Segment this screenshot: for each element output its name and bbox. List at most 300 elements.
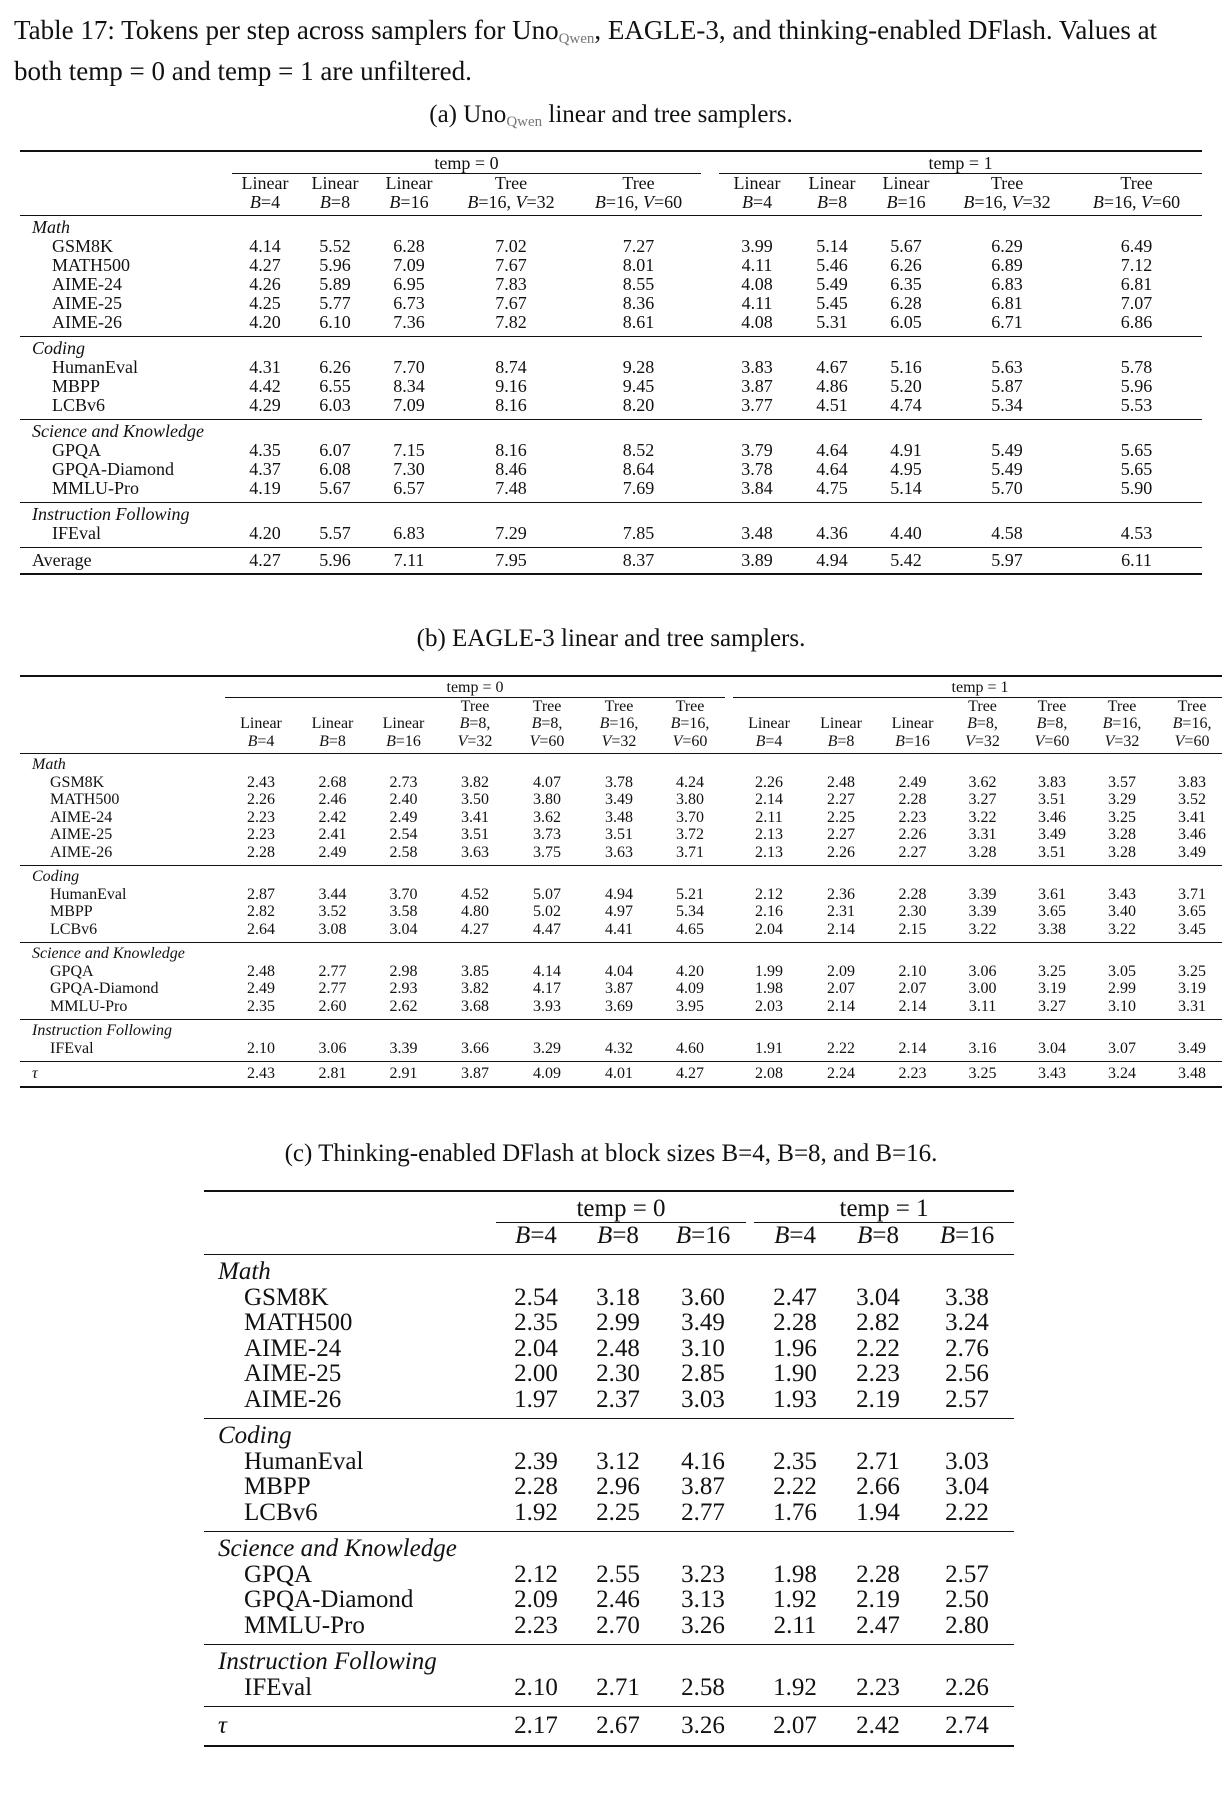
temp1-header: temp = 1	[733, 676, 1222, 697]
value-cell: 3.65	[1178, 903, 1207, 920]
value-cell: 2.27	[827, 826, 856, 843]
value-cell: 3.41	[461, 808, 489, 826]
summary-value: 2.43	[225, 1062, 297, 1087]
value-cell: 8.64	[622, 459, 655, 479]
group-label: Instruction Following	[204, 1645, 1014, 1675]
column-header-bottom: V=32	[965, 732, 1000, 750]
value-cell: 4.74	[890, 395, 922, 415]
value-cell: 2.19	[856, 1586, 900, 1613]
group-header-row	[204, 1419, 1014, 1449]
row-label: AIME-24	[52, 274, 122, 294]
value-cell: 5.46	[816, 255, 848, 275]
table-row	[20, 441, 1202, 460]
gap-cell	[725, 791, 733, 809]
value-cell: 2.14	[755, 791, 784, 808]
value-cell: 4.94	[605, 885, 633, 903]
corner-cell	[20, 697, 225, 715]
summary-value: 8.37	[576, 548, 701, 575]
column-header-bottom: V=60	[1174, 732, 1210, 750]
value-cell: 3.23	[681, 1560, 725, 1588]
value-cell: 5.90	[1120, 478, 1153, 498]
row-label: IFEval	[244, 1673, 313, 1701]
row-label: GSM8K	[52, 236, 114, 256]
value-cell: 2.43	[247, 773, 275, 791]
value-cell: 4.14	[249, 236, 281, 256]
temp-header-row	[204, 1191, 1014, 1222]
corner-cell	[204, 1191, 496, 1222]
table-row	[20, 886, 1222, 904]
summary-value: 4.27	[655, 1062, 725, 1087]
column-header-top: Tree	[622, 173, 655, 193]
row-label: MATH500	[52, 255, 131, 275]
value-cell: 3.48	[605, 808, 633, 826]
value-cell: 3.00	[968, 980, 997, 997]
value-cell: 2.25	[596, 1498, 640, 1526]
row-label: MBPP	[52, 376, 101, 396]
value-cell: 6.28	[890, 293, 922, 313]
value-cell: 2.23	[247, 808, 275, 826]
value-cell: 3.31	[968, 826, 997, 843]
value-cell: 2.14	[827, 997, 856, 1015]
row-label: LCBv6	[244, 1498, 318, 1526]
value-cell: 3.87	[741, 376, 773, 396]
value-cell: 3.43	[1108, 885, 1137, 903]
value-cell: 6.81	[991, 293, 1023, 313]
value-cell: 4.53	[1120, 523, 1153, 543]
value-cell: 2.23	[514, 1611, 558, 1639]
column-header-bottom: B=16, V=60	[1092, 192, 1181, 212]
value-cell: 1.92	[514, 1498, 558, 1526]
value-cell: 6.73	[393, 293, 425, 313]
gap-cell	[725, 844, 733, 866]
value-cell: 2.25	[827, 808, 856, 826]
value-cell: 3.50	[461, 791, 489, 808]
summary-label: τ	[20, 1062, 225, 1087]
value-cell: 2.93	[389, 980, 418, 997]
value-cell: 3.75	[533, 843, 561, 861]
table-row	[204, 1613, 1014, 1645]
gap-cell	[701, 377, 719, 396]
temp0-header: temp = 0	[496, 1191, 746, 1222]
table-caption	[14, 14, 1210, 87]
value-cell: 7.70	[393, 357, 425, 377]
value-cell: 2.37	[596, 1385, 640, 1413]
column-header-mid: Linear	[382, 715, 425, 732]
value-cell: 8.01	[622, 255, 655, 275]
value-cell: 5.14	[890, 478, 922, 498]
column-header-top	[297, 697, 368, 715]
value-cell: 7.83	[495, 274, 527, 294]
value-cell: 3.22	[1108, 920, 1137, 938]
value-cell: 3.61	[1038, 885, 1067, 903]
table-row	[204, 1474, 1014, 1500]
value-cell: 5.70	[991, 478, 1023, 498]
value-cell: 3.22	[968, 808, 997, 826]
value-cell: 3.04	[945, 1473, 989, 1500]
column-header-bottom: B=16	[886, 192, 926, 212]
value-cell: 2.23	[856, 1673, 900, 1701]
value-cell: 3.70	[389, 885, 418, 903]
value-cell: 3.70	[676, 808, 705, 826]
table-row	[204, 1285, 1014, 1311]
value-cell: 5.16	[890, 357, 922, 377]
value-cell: 3.83	[741, 357, 773, 377]
group-label: Math	[20, 754, 1222, 774]
value-cell: 4.19	[249, 478, 281, 498]
value-cell: 3.51	[1038, 791, 1067, 808]
column-header-bottom: B=4	[741, 192, 773, 212]
value-cell: 5.67	[890, 236, 922, 256]
value-cell: 8.36	[622, 293, 655, 313]
temp1-header: temp = 1	[719, 151, 1202, 174]
value-cell: 1.93	[773, 1385, 817, 1413]
gap-cell	[725, 715, 733, 733]
value-cell: 3.39	[389, 1039, 418, 1057]
summary-value: 4.94	[795, 548, 869, 575]
value-cell: 2.96	[596, 1473, 640, 1500]
value-cell: 8.16	[495, 395, 527, 415]
value-cell: 2.14	[827, 920, 856, 938]
value-cell: 3.46	[1178, 826, 1207, 843]
value-cell: 6.49	[1120, 236, 1153, 256]
value-cell: 6.28	[393, 236, 425, 256]
row-label: HumanEval	[244, 1447, 364, 1475]
value-cell: 3.45	[1178, 920, 1207, 938]
column-header-bottom: B=8	[827, 732, 855, 750]
group-header-row	[20, 337, 1202, 359]
value-cell: 2.71	[856, 1447, 900, 1475]
value-cell: 7.67	[495, 293, 527, 313]
value-cell: 2.30	[898, 903, 927, 920]
table-row	[20, 980, 1222, 998]
value-cell: 2.19	[856, 1385, 900, 1413]
value-cell: 7.07	[1120, 293, 1153, 313]
value-cell: 4.20	[249, 312, 281, 332]
value-cell: 5.34	[676, 903, 705, 920]
value-cell: 3.39	[968, 885, 997, 903]
value-cell: 3.18	[596, 1283, 640, 1311]
value-cell: 2.28	[773, 1309, 817, 1336]
table-b-caption: (b) EAGLE-3 linear and tree samplers.	[416, 625, 806, 652]
row-label: IFEval	[50, 1039, 94, 1057]
corner-cell	[20, 174, 232, 194]
value-cell: 2.14	[898, 1039, 927, 1057]
table-row	[20, 998, 1222, 1020]
value-cell: 6.55	[319, 376, 351, 396]
value-cell: 5.49	[991, 459, 1023, 479]
value-cell: 4.80	[461, 903, 489, 920]
value-cell: 5.96	[319, 255, 351, 275]
gap-cell	[725, 1040, 733, 1062]
summary-row	[20, 1062, 1222, 1087]
value-cell: 3.87	[605, 980, 633, 997]
value-cell: 4.04	[605, 962, 633, 980]
value-cell: 4.08	[741, 312, 773, 332]
value-cell: 2.22	[856, 1334, 900, 1362]
value-cell: 5.49	[816, 274, 848, 294]
value-cell: 4.27	[461, 920, 489, 938]
column-header-bottom: B=8	[857, 1221, 899, 1249]
value-cell: 2.77	[318, 962, 347, 980]
value-cell: 2.28	[898, 791, 927, 808]
table-row	[20, 826, 1222, 844]
value-cell: 2.10	[247, 1039, 275, 1057]
value-cell: 6.26	[890, 255, 922, 275]
value-cell: 2.42	[318, 808, 347, 826]
value-cell: 3.78	[605, 773, 633, 791]
column-header-bottom: B=16	[895, 732, 930, 750]
value-cell: 3.77	[741, 395, 773, 415]
column-header-top: Linear	[733, 173, 781, 193]
value-cell: 9.28	[622, 357, 655, 377]
row-label: GSM8K	[244, 1283, 329, 1311]
table-row	[20, 791, 1222, 809]
gap-cell	[701, 479, 719, 503]
summary-value: 3.87	[439, 1062, 511, 1087]
value-cell: 2.46	[318, 791, 347, 808]
value-cell: 1.98	[773, 1560, 817, 1588]
gap-cell	[746, 1587, 754, 1613]
value-cell: 7.15	[393, 440, 425, 460]
value-cell: 7.12	[1120, 255, 1153, 275]
gap-cell	[701, 275, 719, 294]
column-header-mid: B=16,	[1102, 715, 1142, 732]
value-cell: 2.70	[596, 1611, 640, 1639]
summary-value: 2.23	[877, 1062, 948, 1087]
value-cell: 2.99	[1108, 980, 1137, 997]
value-cell: 7.09	[393, 255, 425, 275]
value-cell: 2.27	[898, 843, 927, 861]
value-cell: 4.27	[249, 255, 281, 275]
value-cell: 8.46	[495, 459, 527, 479]
value-cell: 4.64	[816, 440, 848, 460]
row-label: AIME-26	[50, 843, 113, 861]
value-cell: 3.38	[1038, 920, 1067, 938]
value-cell: 3.49	[1038, 826, 1067, 843]
value-cell: 5.65	[1120, 440, 1153, 460]
summary-value: 3.43	[1017, 1062, 1087, 1087]
column-header-bottom: B=16	[386, 732, 421, 750]
value-cell: 6.03	[319, 395, 351, 415]
gap-cell	[701, 151, 719, 174]
value-cell: 4.14	[533, 962, 561, 980]
value-cell: 2.09	[827, 962, 856, 980]
column-header-mid: B=16,	[670, 715, 710, 732]
value-cell: 6.35	[890, 274, 922, 294]
value-cell: 6.07	[319, 440, 351, 460]
caption-subscript: Qwen	[558, 31, 595, 47]
value-cell: 2.13	[755, 826, 784, 843]
value-cell: 5.65	[1120, 459, 1153, 479]
value-cell: 7.82	[495, 312, 527, 332]
table-row	[204, 1675, 1014, 1707]
group-header-row	[204, 1532, 1014, 1562]
value-cell: 3.05	[1108, 962, 1137, 980]
table-row	[20, 903, 1222, 921]
corner-cell	[20, 151, 232, 174]
column-header-row	[20, 733, 1222, 754]
value-cell: 3.06	[318, 1039, 347, 1057]
table-row	[20, 275, 1202, 294]
value-cell: 2.48	[596, 1334, 640, 1362]
value-cell: 3.03	[945, 1447, 989, 1475]
value-cell: 7.02	[495, 236, 527, 256]
value-cell: 6.08	[319, 459, 351, 479]
value-cell: 3.04	[389, 920, 418, 938]
value-cell: 4.32	[605, 1039, 633, 1057]
column-header-top: Tree	[460, 697, 490, 715]
value-cell: 6.89	[991, 255, 1023, 275]
value-cell: 3.58	[389, 903, 418, 920]
value-cell: 8.16	[495, 440, 527, 460]
value-cell: 4.64	[816, 459, 848, 479]
value-cell: 4.97	[605, 903, 633, 920]
row-label: MMLU-Pro	[244, 1611, 365, 1639]
column-header-row	[20, 174, 1202, 194]
value-cell: 5.52	[319, 236, 351, 256]
value-cell: 4.17	[533, 980, 561, 997]
table-row	[20, 358, 1202, 377]
gap-cell	[746, 1613, 754, 1645]
value-cell: 3.49	[681, 1309, 725, 1336]
corner-cell	[20, 733, 225, 754]
gap-cell	[701, 524, 719, 548]
value-cell: 3.38	[945, 1283, 989, 1311]
value-cell: 2.46	[596, 1586, 640, 1613]
value-cell: 7.27	[622, 236, 655, 256]
column-header-top: Tree	[604, 697, 634, 715]
summary-value: 2.08	[733, 1062, 805, 1087]
gap-cell	[701, 548, 719, 575]
row-label: IFEval	[52, 523, 101, 543]
value-cell: 8.61	[622, 312, 655, 332]
value-cell: 6.71	[991, 312, 1023, 332]
value-cell: 3.68	[461, 997, 489, 1015]
table-row	[20, 844, 1222, 866]
group-label: Science and Knowledge	[20, 420, 1202, 442]
table-a	[20, 150, 1202, 575]
value-cell: 2.98	[389, 962, 418, 980]
value-cell: 3.22	[968, 920, 997, 938]
table-row	[20, 377, 1202, 396]
value-cell: 2.35	[773, 1447, 817, 1475]
value-cell: 2.03	[755, 997, 784, 1015]
summary-label: τ	[204, 1707, 496, 1746]
value-cell: 4.58	[991, 523, 1023, 543]
value-cell: 7.36	[393, 312, 425, 332]
table-row	[20, 963, 1222, 981]
value-cell: 3.31	[1178, 997, 1207, 1015]
gap-cell	[701, 294, 719, 313]
summary-value: 2.07	[754, 1707, 836, 1746]
value-cell: 1.97	[514, 1385, 558, 1413]
value-cell: 3.78	[741, 459, 773, 479]
value-cell: 3.16	[968, 1039, 997, 1057]
column-header-bottom: B=8	[816, 192, 848, 212]
value-cell: 3.51	[605, 826, 633, 843]
gap-cell	[725, 963, 733, 981]
value-cell: 5.49	[991, 440, 1023, 460]
value-cell: 8.52	[622, 440, 655, 460]
value-cell: 3.69	[605, 997, 633, 1015]
row-label: AIME-25	[52, 293, 122, 313]
table-row	[204, 1336, 1014, 1362]
column-header-bottom: V=32	[457, 732, 493, 750]
value-cell: 2.49	[247, 980, 275, 997]
value-cell: 2.11	[755, 808, 783, 826]
row-label: MATH500	[50, 791, 120, 808]
value-cell: 2.26	[827, 843, 856, 861]
value-cell: 4.41	[605, 920, 633, 938]
value-cell: 3.27	[968, 791, 997, 808]
row-label: GPQA	[244, 1560, 313, 1588]
value-cell: 2.22	[773, 1473, 817, 1500]
value-cell: 2.22	[827, 1039, 856, 1057]
value-cell: 2.73	[389, 773, 418, 791]
value-cell: 3.19	[1038, 980, 1067, 997]
value-cell: 2.41	[318, 826, 347, 843]
gap-cell	[746, 1474, 754, 1500]
row-label: GPQA-Diamond	[50, 980, 159, 997]
value-cell: 2.60	[318, 997, 347, 1015]
column-header-row	[20, 697, 1222, 715]
summary-value: 3.89	[719, 548, 795, 575]
value-cell: 4.25	[249, 293, 281, 313]
gap-cell	[701, 193, 719, 216]
gap-cell	[746, 1707, 754, 1746]
group-header-row	[20, 216, 1202, 238]
value-cell: 3.87	[681, 1473, 725, 1500]
value-cell: 6.83	[991, 274, 1023, 294]
gap-cell	[725, 1062, 733, 1087]
value-cell: 3.41	[1178, 808, 1207, 826]
group-header-row	[204, 1255, 1014, 1285]
value-cell: 2.80	[945, 1611, 989, 1639]
value-cell: 3.52	[318, 903, 347, 920]
value-cell: 2.13	[755, 843, 784, 861]
value-cell: 3.44	[318, 885, 347, 903]
row-label: AIME-26	[244, 1385, 342, 1413]
row-label: GPQA	[50, 962, 94, 980]
value-cell: 2.28	[514, 1473, 558, 1500]
value-cell: 4.11	[741, 255, 773, 275]
gap-cell	[746, 1675, 754, 1707]
value-cell: 2.14	[898, 997, 927, 1015]
caption-prefix: Table 17: Tokens per step across samplers for Uno	[14, 15, 559, 45]
value-cell: 2.04	[755, 920, 784, 938]
value-cell: 4.75	[816, 478, 848, 498]
column-header-mid: Linear	[891, 715, 934, 732]
table-a-caption-subscript: Qwen	[506, 114, 543, 130]
value-cell: 4.24	[676, 773, 705, 791]
gap-cell	[701, 174, 719, 194]
value-cell: 5.78	[1120, 357, 1153, 377]
value-cell: 1.92	[773, 1673, 817, 1701]
table-row	[20, 396, 1202, 420]
value-cell: 4.60	[676, 1039, 705, 1057]
summary-value: 7.95	[446, 548, 576, 575]
value-cell: 2.31	[827, 903, 856, 920]
value-cell: 2.68	[318, 773, 347, 791]
value-cell: 2.56	[945, 1360, 989, 1387]
value-cell: 2.82	[247, 903, 275, 920]
value-cell: 3.07	[1108, 1039, 1137, 1057]
summary-value: 5.42	[869, 548, 943, 575]
value-cell: 2.66	[856, 1473, 900, 1500]
table-row	[20, 294, 1202, 313]
value-cell: 2.09	[514, 1586, 558, 1613]
group-header-row	[20, 754, 1222, 774]
